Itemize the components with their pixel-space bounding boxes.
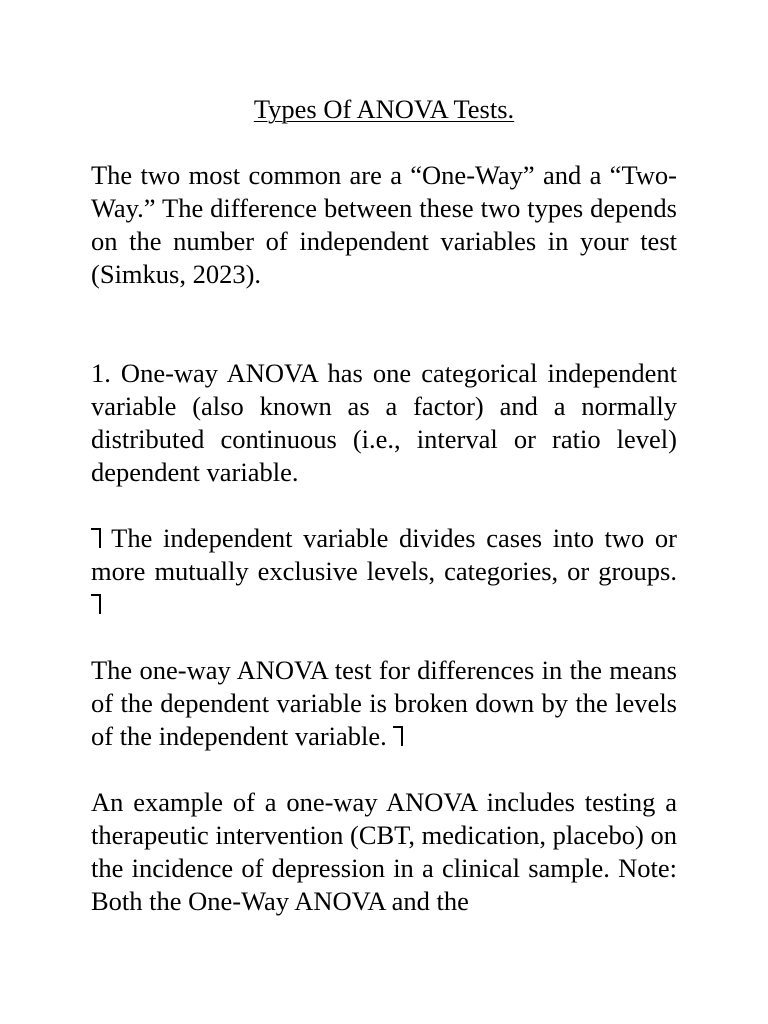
bullet-paragraph-1 [91,522,677,621]
paragraph-spacer [91,291,677,357]
paragraph-spacer [91,753,677,786]
example-paragraph: An example of a one-way ANOVA includes testing a therapeutic intervention (CBT, medication, placebo) on the incidence of depression in a clinical sample. Note: Both the One-Way ANOVA and the [91,787,677,916]
intro-paragraph: The two most common are a “One-Way” and a “Two-Way.” The difference between these two types depends on the number of independent variables in your test (Simkus, 2023). [91,160,677,289]
paragraph-spacer [91,489,677,522]
document-title: Types Of ANOVA Tests. [253,94,515,124]
paragraph-spacer [91,621,677,654]
bullet-glyph-icon [91,594,101,614]
bullet-paragraph-2 [91,654,677,753]
bullet-glyph-icon [393,726,403,746]
bullet-glyph-icon [91,528,101,548]
document-page [91,93,677,918]
bullet-text-2: The one-way ANOVA test for differences in the means of the dependent variable is broken down by the levels of the independent variable. [91,655,677,751]
one-way-anova-paragraph: 1. One-way ANOVA has one categorical independent variable (also known as a factor) and a normally distributed continuous (i.e., interval or ratio level) dependent variable. [91,358,677,487]
bullet-text-1: The independent variable divides cases into two or more mutually exclusive levels, categories, or groups. [91,523,677,586]
